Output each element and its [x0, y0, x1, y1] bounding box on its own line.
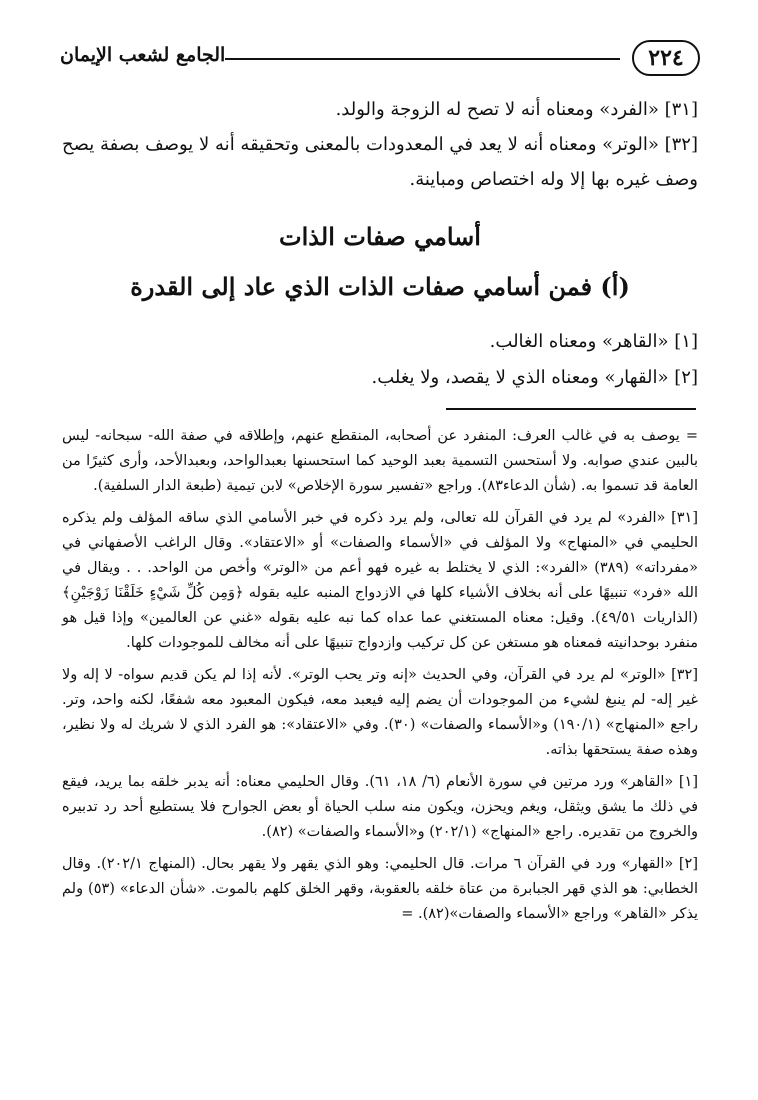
footnote-separator [446, 408, 696, 410]
subsection-heading: (أ) فمن أسامي صفات الذات الذي عاد إلى القدرة [130, 272, 630, 301]
entry-1: [١] «القاهر» ومعناه الغالب. [489, 331, 698, 352]
book-title: الجامع لشعب الإيمان [60, 44, 226, 66]
entry-32: [٣٢] «الوتر» ومعناه أنه لا يعد في المعدودات بالمعنى وتحقيقه أنه لا يوصف بصفة يصح وصف غيره بها إلا وله اختصاص ومباينة. [62, 134, 698, 190]
entry-31: [٣١] «الفرد» ومعناه أنه لا تصح له الزوجة والولد. [335, 99, 698, 120]
section-heading: أسامي صفات الذات [279, 222, 481, 251]
footnotes [62, 424, 698, 934]
page-header [60, 40, 700, 80]
entry-2: [٢] «القهار» ومعناه الذي لا يقصد، ولا يغلب. [371, 367, 698, 388]
footnote-1: [١] «القاهر» ورد مرتين في سورة الأنعام (٦/ ١٨، ٦١). وقال الحليمي معناه: أنه يدبر خلقه بما يريد، فيقع في ذلك ما يشق ويثقل، ويغم ويحزن، ويكون منه سلب الحياة أو بعض الجوارح فلا يستطيع أحد رد تدبيره والخروج من تقديره. راجع «المنهاج» (٢٠٢/١) و«الأسماء والصفات» (٨٢). [62, 774, 699, 840]
header-rule [225, 58, 620, 60]
main-text-bottom [62, 324, 698, 396]
footnote-continued: = يوصف به في غالب العرف: المنفرد عن أصحابه، المنقطع عنهم، وإطلاقه في صفة الله- سبحانه- ليس بالبين عندي صوابه. ولا أستحسن التسمية بعبد الوحيد كما استحسنها بعبدالواحد، وبعبدالأحد، وأرى كثيرًا من العامة قد تسموا به. (شأن الدعاء٨٣). وراجع «تفسير سورة الإخلاص» لابن تيمية (طبعة الدار السلفية). [62, 428, 698, 494]
main-text-top [62, 92, 698, 197]
footnote-31: [٣١] «الفرد» لم يرد في القرآن لله تعالى، ولم يرد ذكره في خبر الأسامي الذي ساقه المؤلف ولم يذكره الحليمي في «المنهاج» ولا المؤلف في «الأسماء والصفات» أو «الاعتقاد». وقال الراغب الأصفهاني في «مفرداته» (٣٨٩) «الفرد»: الذي لا يختلط به غيره فهو أعم من «الوتر» وأخص من الواحد. . . ويقال في الله «فرد» تنبيهًا على أنه بخلاف الأشياء كلها في الازدواج المنبه عليه بقوله ﴿وَمِن كُلِّ شَيْءٍ خَلَقْنَا زَوْجَيْنِ﴾ (الذاريات ٤٩/٥١). وقيل: معناه المستغني عما عداه كما نبه عليه بقوله «غني عن العالمين» وإذا قيل هو منفرد بوحدانيته فمعناه هو مستغن عن كل تركيب وازدواج تنبيهًا على أنه مخالف للموجودات كلها. [62, 510, 698, 651]
footnote-32: [٣٢] «الوتر» لم يرد في القرآن، وفي الحديث «إنه وتر يحب الوتر». لأنه إذا لم يكن قديم سواه- لا إله ولا غير إله- لم ينبغ لشيء من الموجودات أن يضم إليه فيعبد معه، فيكون المعبود معه شفعًا، لكنه واحد، وتر. راجع «المنهاج» (١٩٠/١) و«الأسماء والصفات» (٣٠). وفي «الاعتقاد»: هو الفرد الذي لا شريك له ولا نظير، وهذه صفة يستحقها بذاته. [62, 667, 698, 758]
footnote-2: [٢] «القهار» ورد في القرآن ٦ مرات. قال الحليمي: وهو الذي يقهر ولا يقهر بحال. (المنهاج ٢٠٢/١). وقال الخطابي: هو الذي قهر الجبابرة من عتاة خلقه بالعقوبة، وقهر الخلق كلهم بالموت. «شأن الدعاء» (٥٣) ولم يذكر «القاهر» وراجع «الأسماء والصفات»(٨٢). = [62, 856, 698, 922]
page-number: ٢٢٤ [632, 40, 700, 76]
